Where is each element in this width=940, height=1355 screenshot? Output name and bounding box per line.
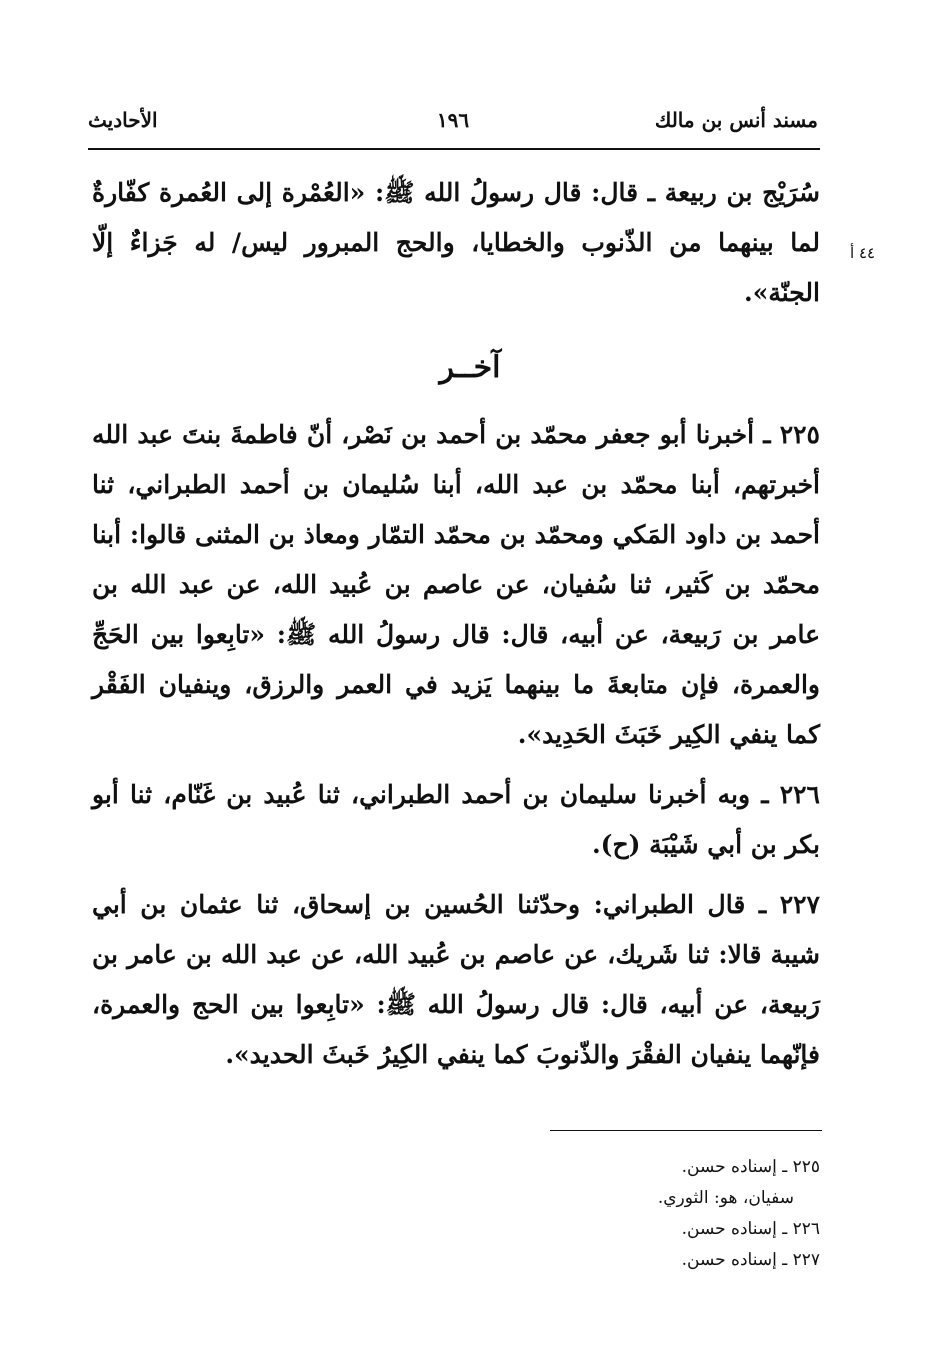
manuscript-folio-note: ٤٤ أ [850,244,876,262]
opening-text: سُرَيْج بن ربيعة ـ قال: قال رسولُ الله ﷺ: «العُمْرة إلى العُمرة كفّارةٌ لما بينهما من الذّنوب والخطايا، والحج المبرور ليس/ له جَزاءٌ إلّا الجنّة». [92,178,820,307]
hadith-number: ٢٢٦ [779,780,820,809]
footnote: ٢٢٦ ـ إسناده حسن. [681,1219,820,1239]
footnotes [300,1152,820,1276]
hadith-text: ـ أخبرنا أبو جعفر محمّد بن أحمد بن نَصْر، أنّ فاطمةَ بنتَ عبد الله أخبرتهم، أبنا محمّد بن عبد الله، أبنا سُليمان بن أحمد الطبراني، ثنا أحمد بن داود المَكي ومحمّد بن محمّد التمّار ومعاذ بن المثنى قالوا: أبنا محمّد بن كَثير، ثنا سُفيان، عن عاصم بن عُبيد الله، عن عبد الله بن عامر بن رَبيعة، عن أبيه، قال: قال رسولُ الله ﷺ: «تابِعوا بين الحَجِّ والعمرة، فإن متابعةَ ما بينهما يَزيد في العمر والرزق، وينفيان الفَقْر كما ينفي الكِير خَبَثَ الحَدِيد». [92,420,820,749]
hadith-227 [92,880,820,1080]
footnote: ٢٢٧ ـ إسناده حسن. [681,1250,820,1270]
hadith-number: ٢٢٥ [779,420,820,449]
opening-paragraph [92,168,820,318]
running-header [88,108,818,142]
header-section-title: الأحاديث [88,108,158,132]
footnote: ٢٢٥ ـ إسناده حسن. [681,1157,820,1177]
page-number: ١٩٦ [436,108,470,132]
header-book-title: مسند أنس بن مالك [654,108,818,132]
header-divider [88,148,820,150]
footnote-divider [550,1130,822,1131]
footnote: سفيان، هو: الثوري. [657,1188,794,1208]
hadith-number: ٢٢٧ [779,890,820,919]
hadith-text: ـ وبه أخبرنا سليمان بن أحمد الطبراني، ثنا عُبيد بن غَنّام، ثنا أبو بكر بن أبي شَيْبَة (ح). [92,780,820,859]
hadith-225 [92,410,820,760]
hadith-226 [92,770,820,870]
hadith-text: ـ قال الطبراني: وحدّثنا الحُسين بن إسحاق، ثنا عثمان بن أبي شيبة قالا: ثنا شَريك، عن عاصم بن عُبيد الله، عن عبد الله بن عامر بن رَبيعة، عن أبيه، قال: قال رسولُ الله ﷺ: «تابِعوا بين الحج والعمرة، فإنّهما ينفيان الفقْرَ والذّنوبَ كما ينفي الكِيرُ خَبثَ الحديد». [92,890,820,1069]
section-heading: آخــر [439,350,501,385]
